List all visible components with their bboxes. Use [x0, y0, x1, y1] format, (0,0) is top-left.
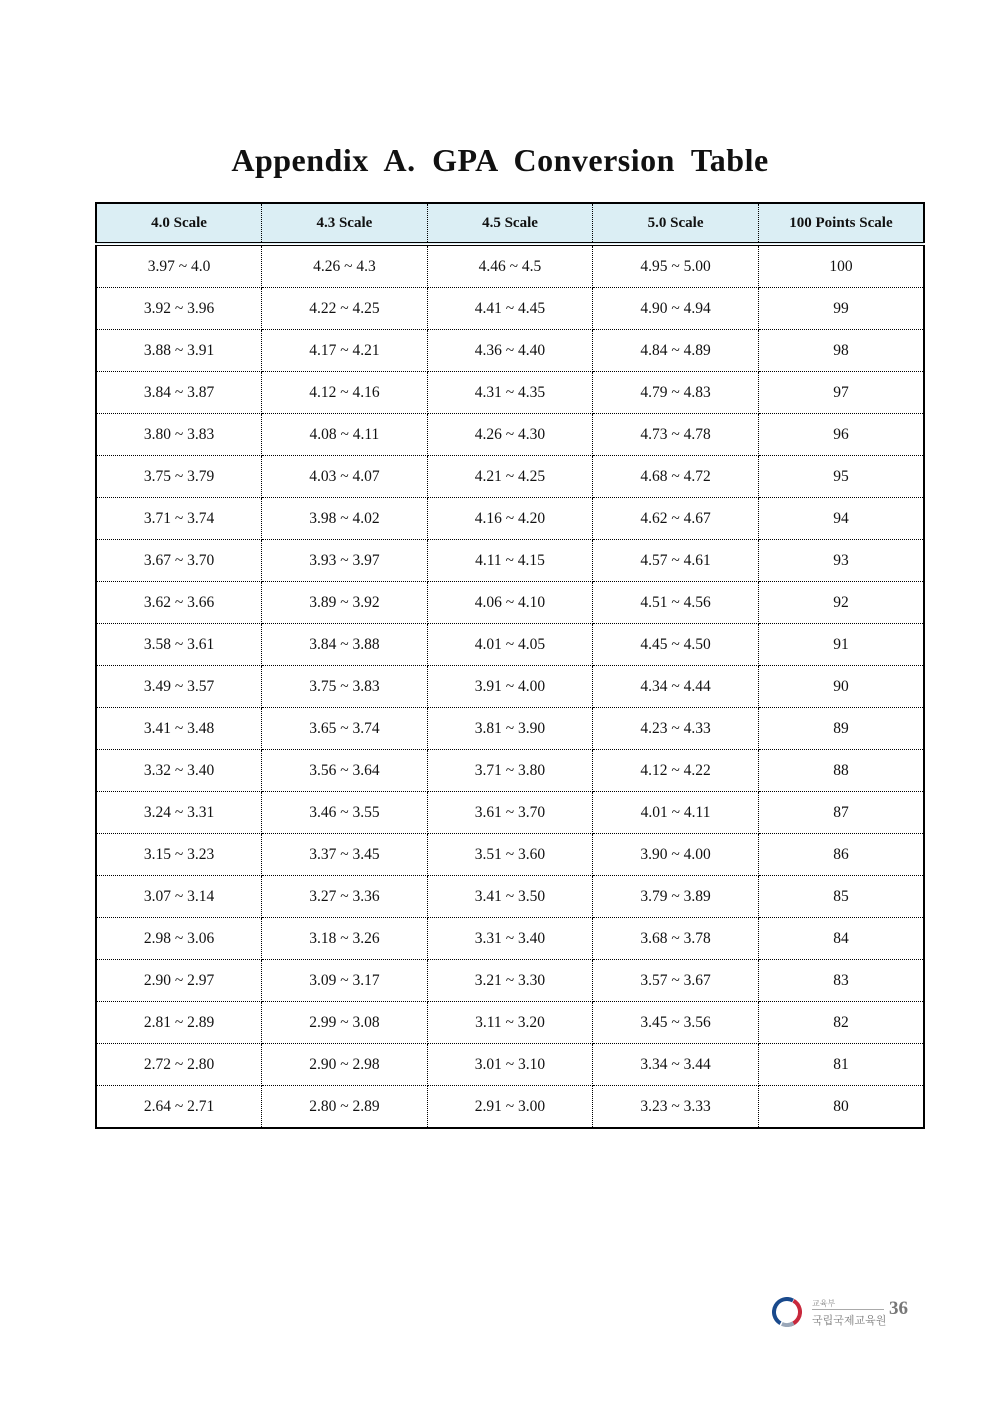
- cell-4-5-scale: 3.71 ~ 3.80: [427, 750, 593, 792]
- cell-100-points-scale: 100: [758, 244, 924, 288]
- cell-4-5-scale: 3.51 ~ 3.60: [427, 834, 593, 876]
- cell-5-0-scale: 3.90 ~ 4.00: [593, 834, 759, 876]
- cell-4-3-scale: 4.26 ~ 4.3: [262, 244, 428, 288]
- cell-100-points-scale: 83: [758, 960, 924, 1002]
- cell-4-0-scale: 3.07 ~ 3.14: [96, 876, 262, 918]
- cell-4-0-scale: 2.64 ~ 2.71: [96, 1086, 262, 1129]
- cell-4-0-scale: 2.98 ~ 3.06: [96, 918, 262, 960]
- cell-4-0-scale: 3.88 ~ 3.91: [96, 330, 262, 372]
- table-row: [96, 960, 924, 1002]
- cell-4-5-scale: 4.21 ~ 4.25: [427, 456, 593, 498]
- cell-100-points-scale: 92: [758, 582, 924, 624]
- cell-5-0-scale: 4.57 ~ 4.61: [593, 540, 759, 582]
- cell-100-points-scale: 94: [758, 498, 924, 540]
- table-row: [96, 414, 924, 456]
- cell-4-0-scale: 2.81 ~ 2.89: [96, 1002, 262, 1044]
- cell-4-0-scale: 3.80 ~ 3.83: [96, 414, 262, 456]
- page-footer: [772, 1295, 912, 1331]
- cell-100-points-scale: 96: [758, 414, 924, 456]
- cell-4-3-scale: 2.90 ~ 2.98: [262, 1044, 428, 1086]
- cell-4-5-scale: 4.36 ~ 4.40: [427, 330, 593, 372]
- cell-4-3-scale: 3.84 ~ 3.88: [262, 624, 428, 666]
- cell-100-points-scale: 99: [758, 288, 924, 330]
- cell-4-3-scale: 3.27 ~ 3.36: [262, 876, 428, 918]
- cell-4-5-scale: 4.01 ~ 4.05: [427, 624, 593, 666]
- cell-100-points-scale: 82: [758, 1002, 924, 1044]
- cell-5-0-scale: 4.84 ~ 4.89: [593, 330, 759, 372]
- cell-4-0-scale: 3.92 ~ 3.96: [96, 288, 262, 330]
- table-row: [96, 750, 924, 792]
- cell-100-points-scale: 88: [758, 750, 924, 792]
- cell-100-points-scale: 97: [758, 372, 924, 414]
- cell-4-0-scale: 3.24 ~ 3.31: [96, 792, 262, 834]
- cell-4-5-scale: 4.41 ~ 4.45: [427, 288, 593, 330]
- cell-4-3-scale: 3.56 ~ 3.64: [262, 750, 428, 792]
- cell-4-3-scale: 4.08 ~ 4.11: [262, 414, 428, 456]
- table-row: [96, 876, 924, 918]
- table-row: [96, 498, 924, 540]
- cell-5-0-scale: 4.51 ~ 4.56: [593, 582, 759, 624]
- cell-5-0-scale: 4.23 ~ 4.33: [593, 708, 759, 750]
- cell-100-points-scale: 95: [758, 456, 924, 498]
- cell-4-3-scale: 2.99 ~ 3.08: [262, 1002, 428, 1044]
- table-row: [96, 582, 924, 624]
- table-row: [96, 1002, 924, 1044]
- cell-100-points-scale: 86: [758, 834, 924, 876]
- table-row: [96, 792, 924, 834]
- cell-100-points-scale: 89: [758, 708, 924, 750]
- cell-5-0-scale: 3.79 ~ 3.89: [593, 876, 759, 918]
- cell-5-0-scale: 4.95 ~ 5.00: [593, 244, 759, 288]
- cell-100-points-scale: 90: [758, 666, 924, 708]
- cell-100-points-scale: 91: [758, 624, 924, 666]
- cell-4-0-scale: 3.67 ~ 3.70: [96, 540, 262, 582]
- cell-4-3-scale: 3.65 ~ 3.74: [262, 708, 428, 750]
- header-4-5-scale: 4.5 Scale: [427, 203, 593, 244]
- cell-4-0-scale: 3.58 ~ 3.61: [96, 624, 262, 666]
- header-5-0-scale: 5.0 Scale: [593, 203, 759, 244]
- cell-100-points-scale: 84: [758, 918, 924, 960]
- table-row: [96, 918, 924, 960]
- cell-4-0-scale: 3.49 ~ 3.57: [96, 666, 262, 708]
- cell-100-points-scale: 93: [758, 540, 924, 582]
- cell-5-0-scale: 4.68 ~ 4.72: [593, 456, 759, 498]
- page-number: 36: [889, 1298, 908, 1319]
- cell-4-3-scale: 4.22 ~ 4.25: [262, 288, 428, 330]
- cell-5-0-scale: 4.73 ~ 4.78: [593, 414, 759, 456]
- table-row: [96, 540, 924, 582]
- cell-4-0-scale: 2.72 ~ 2.80: [96, 1044, 262, 1086]
- cell-5-0-scale: 4.12 ~ 4.22: [593, 750, 759, 792]
- ministry-label: 교육부: [812, 1299, 836, 1308]
- cell-4-5-scale: 3.21 ~ 3.30: [427, 960, 593, 1002]
- cell-5-0-scale: 4.90 ~ 4.94: [593, 288, 759, 330]
- cell-4-0-scale: 3.41 ~ 3.48: [96, 708, 262, 750]
- cell-5-0-scale: 3.45 ~ 3.56: [593, 1002, 759, 1044]
- cell-4-5-scale: 4.16 ~ 4.20: [427, 498, 593, 540]
- cell-5-0-scale: 3.34 ~ 3.44: [593, 1044, 759, 1086]
- table-header-row: [96, 203, 924, 244]
- cell-4-0-scale: 2.90 ~ 2.97: [96, 960, 262, 1002]
- table-row: [96, 288, 924, 330]
- cell-4-3-scale: 3.37 ~ 3.45: [262, 834, 428, 876]
- cell-4-0-scale: 3.97 ~ 4.0: [96, 244, 262, 288]
- cell-4-5-scale: 3.31 ~ 3.40: [427, 918, 593, 960]
- cell-4-5-scale: 4.11 ~ 4.15: [427, 540, 593, 582]
- cell-4-0-scale: 3.15 ~ 3.23: [96, 834, 262, 876]
- table-row: [96, 834, 924, 876]
- table-row: [96, 330, 924, 372]
- gpa-conversion-table: [95, 202, 925, 1129]
- cell-4-3-scale: 3.89 ~ 3.92: [262, 582, 428, 624]
- cell-4-3-scale: 3.09 ~ 3.17: [262, 960, 428, 1002]
- cell-5-0-scale: 4.45 ~ 4.50: [593, 624, 759, 666]
- cell-4-5-scale: 4.06 ~ 4.10: [427, 582, 593, 624]
- page-title: Appendix A. GPA Conversion Table: [231, 142, 769, 178]
- table-row: [96, 372, 924, 414]
- cell-4-3-scale: 2.80 ~ 2.89: [262, 1086, 428, 1129]
- header-100-points-scale: 100 Points Scale: [758, 203, 924, 244]
- cell-4-3-scale: 3.93 ~ 3.97: [262, 540, 428, 582]
- cell-100-points-scale: 98: [758, 330, 924, 372]
- cell-100-points-scale: 80: [758, 1086, 924, 1129]
- cell-100-points-scale: 81: [758, 1044, 924, 1086]
- cell-4-3-scale: 3.46 ~ 3.55: [262, 792, 428, 834]
- cell-4-5-scale: 4.26 ~ 4.30: [427, 414, 593, 456]
- cell-4-5-scale: 3.81 ~ 3.90: [427, 708, 593, 750]
- cell-4-5-scale: 3.11 ~ 3.20: [427, 1002, 593, 1044]
- cell-4-5-scale: 3.91 ~ 4.00: [427, 666, 593, 708]
- table-header: [96, 203, 924, 244]
- cell-4-0-scale: 3.62 ~ 3.66: [96, 582, 262, 624]
- cell-4-0-scale: 3.75 ~ 3.79: [96, 456, 262, 498]
- cell-4-5-scale: 4.31 ~ 4.35: [427, 372, 593, 414]
- cell-4-5-scale: 2.91 ~ 3.00: [427, 1086, 593, 1129]
- table-row: [96, 244, 924, 288]
- cell-5-0-scale: 4.79 ~ 4.83: [593, 372, 759, 414]
- cell-4-3-scale: 3.18 ~ 3.26: [262, 918, 428, 960]
- cell-4-5-scale: 3.01 ~ 3.10: [427, 1044, 593, 1086]
- table-row: [96, 456, 924, 498]
- cell-4-3-scale: 4.03 ~ 4.07: [262, 456, 428, 498]
- cell-4-3-scale: 4.12 ~ 4.16: [262, 372, 428, 414]
- cell-4-0-scale: 3.32 ~ 3.40: [96, 750, 262, 792]
- header-4-0-scale: 4.0 Scale: [96, 203, 262, 244]
- table-body: [96, 244, 924, 1128]
- cell-100-points-scale: 85: [758, 876, 924, 918]
- cell-5-0-scale: 4.01 ~ 4.11: [593, 792, 759, 834]
- table-row: [96, 708, 924, 750]
- taegeuk-logo-icon: [772, 1297, 802, 1327]
- cell-4-3-scale: 4.17 ~ 4.21: [262, 330, 428, 372]
- cell-4-5-scale: 3.41 ~ 3.50: [427, 876, 593, 918]
- institute-label: 국립국제교육원: [812, 1314, 887, 1327]
- cell-5-0-scale: 3.23 ~ 3.33: [593, 1086, 759, 1129]
- cell-4-3-scale: 3.98 ~ 4.02: [262, 498, 428, 540]
- footer-divider: [812, 1309, 884, 1310]
- table-row: [96, 666, 924, 708]
- cell-4-0-scale: 3.71 ~ 3.74: [96, 498, 262, 540]
- table-row: [96, 1086, 924, 1129]
- cell-4-5-scale: 4.46 ~ 4.5: [427, 244, 593, 288]
- table-row: [96, 1044, 924, 1086]
- cell-5-0-scale: 3.57 ~ 3.67: [593, 960, 759, 1002]
- cell-4-5-scale: 3.61 ~ 3.70: [427, 792, 593, 834]
- cell-5-0-scale: 4.62 ~ 4.67: [593, 498, 759, 540]
- cell-100-points-scale: 87: [758, 792, 924, 834]
- header-4-3-scale: 4.3 Scale: [262, 203, 428, 244]
- cell-5-0-scale: 4.34 ~ 4.44: [593, 666, 759, 708]
- cell-4-0-scale: 3.84 ~ 3.87: [96, 372, 262, 414]
- table-row: [96, 624, 924, 666]
- cell-5-0-scale: 3.68 ~ 3.78: [593, 918, 759, 960]
- cell-4-3-scale: 3.75 ~ 3.83: [262, 666, 428, 708]
